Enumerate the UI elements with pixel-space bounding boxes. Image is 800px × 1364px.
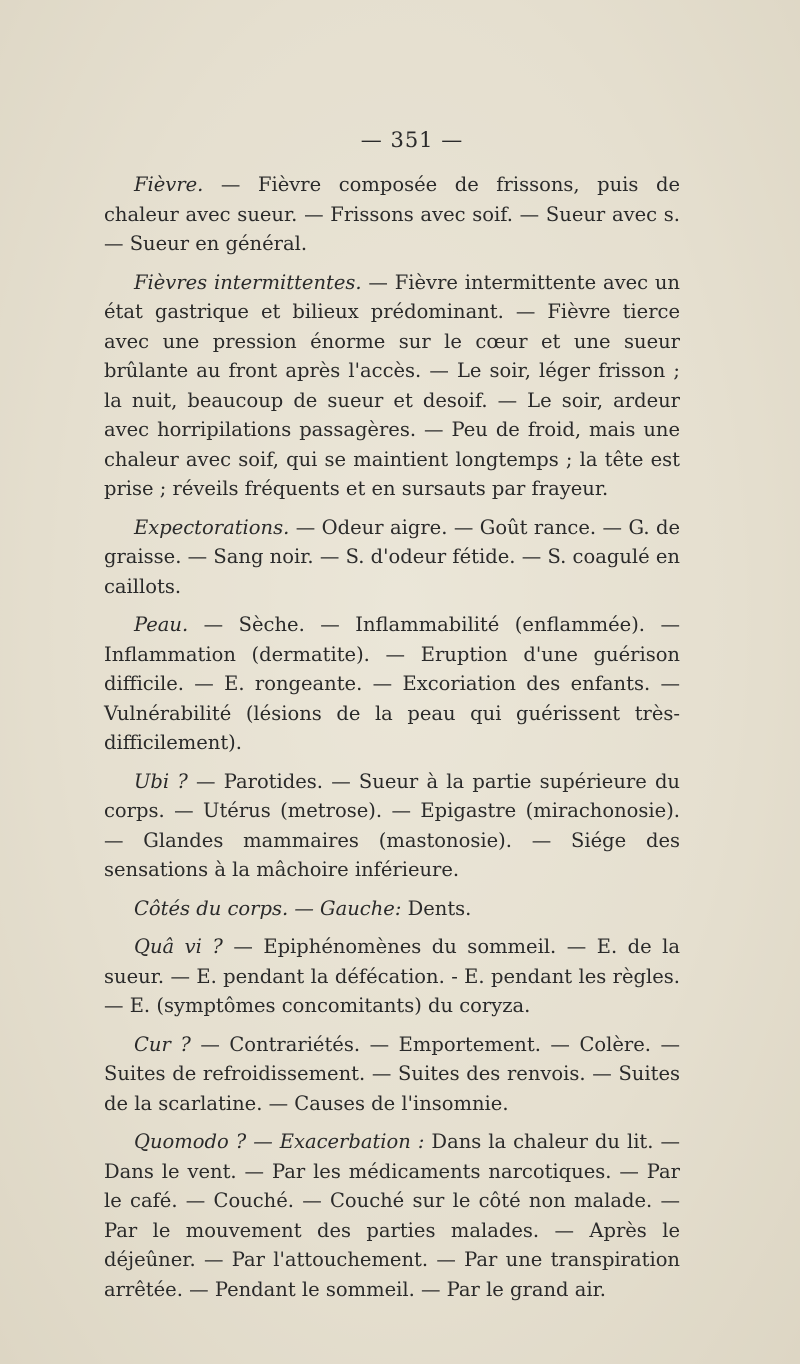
paragraph-expectorations (104, 513, 680, 602)
paragraph-fievre (104, 170, 680, 259)
paragraph-cotes-du-corps (104, 894, 680, 924)
paragraph-ubi (104, 767, 680, 885)
paragraph-text: Dans la chaleur du lit. — Dans le vent. — Par les médicaments narcotiques. — Par le café. — Couché. — Couché sur le côté non malade. — Par le mouvement des parties malades. — Après le déjeûner. — Par l'attouchement. — Par une transpiration arrêtée. — Pendant le sommeil. — Par le grand air. (104, 1130, 680, 1301)
paragraph-lead: Côtés du corps. — Gauche: (134, 896, 402, 920)
paragraph-lead: Ubi ? (134, 769, 188, 793)
paragraph-lead: Fièvres intermittentes. (134, 270, 362, 294)
paragraph-text: — Fièvre composée de frissons, puis de chaleur avec sueur. — Frissons avec soif. — Sueur avec s. — Sueur en général. (104, 173, 680, 255)
paragraph-cur (104, 1030, 680, 1119)
paragraph-peau (104, 610, 680, 758)
paragraph-lead: Fièvre. (134, 173, 204, 196)
paragraph-text: Dents. (401, 896, 472, 920)
paragraph-text: — Fièvre intermittente avec un état gastrique et bilieux prédominant. — Fièvre tierce avec une pression énorme sur le cœur et une sueur brûlante au front après l'accès. — Le soir, léger frisson ; la nuit, beaucoup de sueur et desoif. — Le soir, ardeur avec horripilations passagères. — Peu de froid, mais une chaleur avec soif, qui se maintient longtemps ; la tête est prise ; réveils fréquents et en sursauts par frayeur. (104, 270, 680, 500)
paragraph-text: — Contrariétés. — Emportement. — Colère. — Suites de refroidissement. — Suites des renvois. — Suites de la scarlatine. — Causes de l'insomnie. (104, 1032, 680, 1115)
paragraph-lead: Quâ vi ? (134, 935, 223, 958)
paragraph-text: — Odeur aigre. — Goût rance. — G. de graisse. — Sang noir. — S. d'odeur fétide. — S. coagulé en caillots. (104, 515, 680, 598)
paragraph-lead: Quomodo ? — Exacerbation : (134, 1130, 425, 1153)
paragraph-lead: Peau. (134, 613, 189, 636)
paragraph-quomodo (104, 1127, 680, 1304)
paragraph-lead: Cur ? (134, 1032, 191, 1056)
paragraph-qua-vi (104, 932, 680, 1021)
page-number: — 351 — (360, 128, 464, 152)
paragraph-fievres-intermittentes (104, 268, 680, 504)
paragraph-text: — Epiphénomènes du sommeil. — E. de la sueur. — E. pendant la défécation. - E. pendant les règles. — E. (symptômes concomitants) du coryza. (104, 935, 681, 1017)
paragraph-text: — Parotides. — Sueur à la partie supérieure du corps. — Utérus (metrose). — Epigastre (mirachonosie). — Glandes mammaires (mastonosie). — Siége des sensations à la mâchoire inférieure. (104, 769, 680, 881)
paragraph-lead: Expectorations. (134, 515, 290, 539)
paragraph-text: — Sèche. — Inflammabilité (enflammée). — Inflammation (dermatite). — Eruption d'une guérison difficile. — E. rongeante. — Excoriation des enfants. — Vulnérabilité (lésions de la peau qui guérissent très-difficilement). (104, 613, 680, 754)
